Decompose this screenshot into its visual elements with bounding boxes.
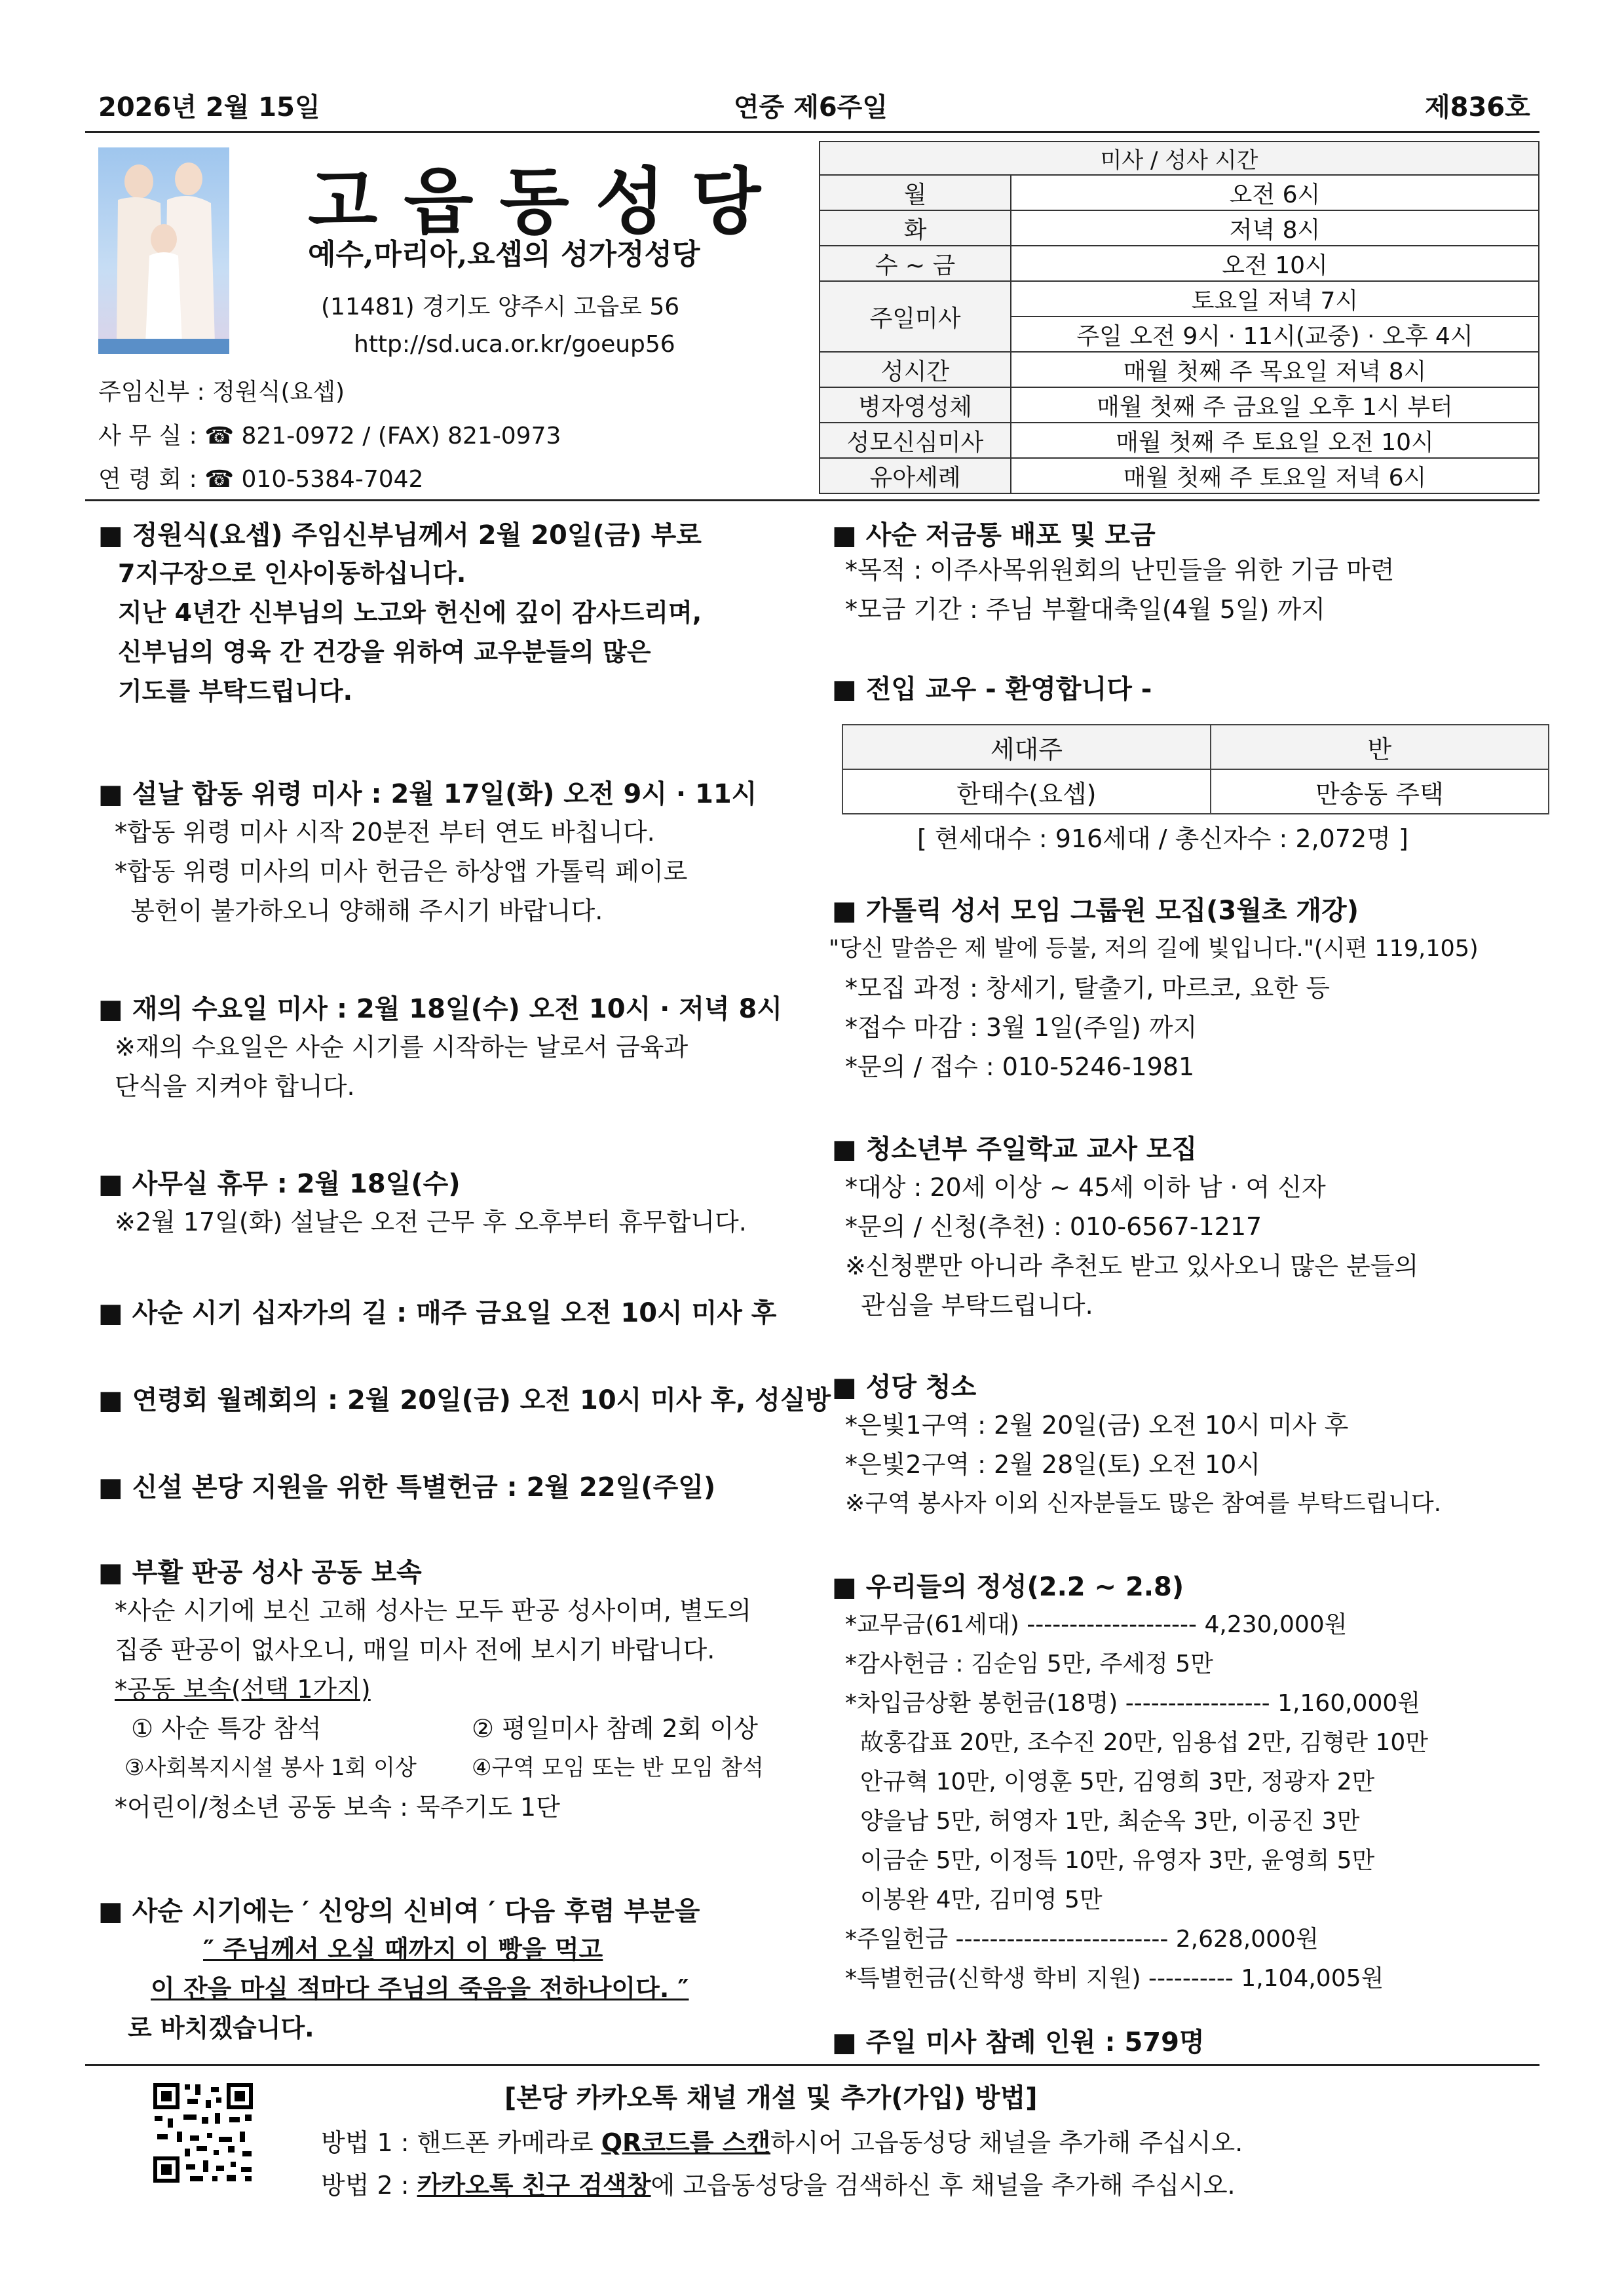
parish-subtitle: 예수,마리아,요셉의 성가정성당 bbox=[308, 238, 700, 271]
parish-url[interactable]: http://sd.uca.or.kr/goeup56 bbox=[354, 331, 675, 358]
offering-line: 故홍갑표 20만, 조수진 20만, 임용섭 2만, 김형란 10만 bbox=[845, 1729, 1429, 1756]
notice-text: 단식을 지켜야 합니다. bbox=[115, 1072, 355, 1101]
masthead-divider bbox=[85, 499, 1539, 501]
parish-name: 고읍동성당 bbox=[308, 159, 787, 244]
qr-code[interactable] bbox=[151, 2080, 255, 2185]
offering-line: *주일헌금 ------------------------- 2,628,000원 bbox=[845, 1926, 1319, 1953]
table-cell: 한태수(요셉) bbox=[842, 769, 1211, 814]
pastor-info: 주임신부 : 정원식(요셉) bbox=[98, 379, 345, 406]
penance-option-title: *공동 보속(선택 1가지) bbox=[115, 1675, 371, 1704]
schedule-label: 주일미사 bbox=[820, 281, 1011, 352]
schedule-value: 매월 첫째 주 토요일 저녁 6시 bbox=[1011, 458, 1539, 493]
acclamation-line: 이 잔을 마실 적마다 주님의 죽음을 전하나이다. ″ bbox=[151, 1974, 689, 2003]
notice-penance-title: ■ 부활 판공 성사 공동 보속 bbox=[98, 1558, 422, 1588]
notice-text: ※2월 17일(화) 설날은 오전 근무 후 오후부터 휴무합니다. bbox=[115, 1208, 747, 1236]
schedule-label: 월 bbox=[820, 175, 1011, 210]
notice-text: ※재의 수요일은 사순 시기를 시작하는 날로서 금육과 bbox=[115, 1033, 689, 1062]
notice-lenten-box-title: ■ 사순 저금통 배포 및 모금 bbox=[832, 520, 1156, 550]
notice-ash-wednesday-title: ■ 재의 수요일 미사 : 2월 18일(수) 오전 10시 · 저녁 8시 bbox=[98, 994, 782, 1024]
acclamation-line: ″ 주님께서 오실 때까지 이 빵을 먹고 bbox=[203, 1935, 603, 1964]
new-parishioners-table bbox=[842, 724, 1549, 814]
method-text: 에 고읍동성당을 검색하신 후 채널을 추가해 주십시오. bbox=[651, 2171, 1236, 2200]
bible-verse: "당신 말씀은 제 발에 등불, 저의 길에 빛입니다."(시편 119,105) bbox=[829, 936, 1479, 962]
penance-option: ① 사순 특강 참석 bbox=[131, 1714, 322, 1743]
schedule-value: 주일 오전 9시 · 11시(교중) · 오후 4시 bbox=[1011, 316, 1539, 352]
notice-text: *은빛2구역 : 2월 28일(토) 오전 10시 bbox=[845, 1450, 1260, 1479]
notice-text: *합동 위령 미사의 미사 헌금은 하상앱 가톨릭 페이로 bbox=[115, 857, 688, 886]
notice-attendance-title: ■ 주일 미사 참례 인원 : 579명 bbox=[832, 2027, 1205, 2057]
schedule-value: 매월 첫째 주 목요일 저녁 8시 bbox=[1011, 352, 1539, 387]
notice-text: *대상 : 20세 이상 ~ 45세 이하 남 · 여 신자 bbox=[845, 1173, 1326, 1202]
method-text: 하시어 고읍동성당 채널을 추가해 주십시오. bbox=[770, 2128, 1243, 2157]
notice-text: 지난 4년간 신부님의 노고와 헌신에 깊이 감사드리며, bbox=[118, 598, 702, 627]
offering-line: *차입금상환 봉헌금(18명) ----------------- 1,160,000원 bbox=[845, 1690, 1421, 1717]
schedule-value: 매월 첫째 주 토요일 오전 10시 bbox=[1011, 423, 1539, 458]
table-cell: 만송동 주택 bbox=[1211, 769, 1549, 814]
notice-text: *모금 기간 : 주님 부활대축일(4월 5일) 까지 bbox=[845, 595, 1325, 624]
issue-date: 2026년 2월 15일 bbox=[98, 92, 320, 123]
method-text: 방법 2 : bbox=[321, 2171, 417, 2200]
notice-new-parishioners-title: ■ 전입 교우 - 환영합니다 - bbox=[832, 674, 1152, 704]
schedule-value: 저녁 8시 bbox=[1011, 210, 1539, 246]
notice-teacher-recruit-title: ■ 청소년부 주일학교 교사 모집 bbox=[832, 1134, 1198, 1164]
notice-text: ※구역 봉사자 이외 신자분들도 많은 참여를 부탁드립니다. bbox=[845, 1490, 1442, 1517]
notice-text: *모집 과정 : 창세기, 탈출기, 마르코, 요한 등 bbox=[845, 974, 1330, 1003]
notice-text: 집중 판공이 없사오니, 매일 미사 전에 보시기 바랍니다. bbox=[115, 1636, 715, 1664]
notice-text: 봉헌이 불가하오니 양해해 주시기 바랍니다. bbox=[115, 896, 603, 925]
notice-text: *은빛1구역 : 2월 20일(금) 오전 10시 미사 후 bbox=[845, 1411, 1349, 1440]
parish-address: (11481) 경기도 양주시 고읍로 56 bbox=[321, 294, 680, 320]
penance-option: ④구역 모임 또는 반 모임 참석 bbox=[472, 1755, 764, 1781]
notice-memorial-mass-title: ■ 설날 합동 위령 미사 : 2월 17일(화) 오전 9시 · 11시 bbox=[98, 779, 757, 809]
footer-divider bbox=[85, 2064, 1539, 2066]
notice-text: 기도를 부탁드립니다. bbox=[118, 677, 353, 706]
notice-special-collection-title: ■ 신설 본당 지원을 위한 특별헌금 : 2월 22일(주일) bbox=[98, 1472, 716, 1502]
notice-text: 7지구장으로 인사이동하십니다. bbox=[118, 559, 466, 588]
schedule-label: 유아세례 bbox=[820, 458, 1011, 493]
method-highlight: QR코드를 스캔 bbox=[601, 2128, 771, 2157]
schedule-value: 오전 6시 bbox=[1011, 175, 1539, 210]
notice-text: *문의 / 신청(추천) : 010-6567-1217 bbox=[845, 1212, 1262, 1241]
notice-text: *문의 / 접수 : 010-5246-1981 bbox=[845, 1052, 1195, 1081]
offering-line: 이금순 5만, 이정득 10만, 유영자 3만, 윤영희 5만 bbox=[845, 1847, 1375, 1874]
penance-option: ② 평일미사 참례 2회 이상 bbox=[472, 1714, 758, 1743]
office-phone: 사 무 실 : ☎ 821-0972 / (FAX) 821-0973 bbox=[98, 423, 561, 450]
notice-text: *목적 : 이주사목위원회의 난민들을 위한 기금 마련 bbox=[845, 556, 1395, 584]
schedule-label: 성시간 bbox=[820, 352, 1011, 387]
notice-bible-group-title: ■ 가톨릭 성서 모임 그룹원 모집(3월초 개강) bbox=[832, 896, 1359, 926]
method-highlight: 카카오톡 친구 검색창 bbox=[417, 2171, 651, 2200]
holy-family-image bbox=[98, 147, 229, 354]
notice-acclamation-title: ■ 사순 시기에는 ′ 신앙의 신비여 ′ 다음 후렴 부분을 bbox=[98, 1896, 700, 1926]
parish-stats: [ 현세대수 : 916세대 / 총신자수 : 2,072명 ] bbox=[917, 824, 1408, 853]
schedule-value: 매월 첫째 주 금요일 오후 1시 부터 bbox=[1011, 387, 1539, 423]
schedule-title: 미사 / 성사 시간 bbox=[820, 142, 1539, 175]
schedule-label: 수 ~ 금 bbox=[820, 246, 1011, 281]
schedule-label: 화 bbox=[820, 210, 1011, 246]
offering-line: 양을남 5만, 허영자 1만, 최순옥 3만, 이공진 3만 bbox=[845, 1808, 1360, 1835]
notice-office-closed-title: ■ 사무실 휴무 : 2월 18일(수) bbox=[98, 1169, 461, 1199]
mass-schedule-table bbox=[819, 141, 1539, 494]
offering-line: *감사헌금 : 김순임 5만, 주세정 5만 bbox=[845, 1651, 1213, 1677]
issue-number: 제836호 bbox=[1425, 92, 1530, 123]
offering-line: 안규혁 10만, 이영훈 5만, 김영희 3만, 정광자 2만 bbox=[845, 1769, 1375, 1795]
notice-text: ※신청뿐만 아니라 추천도 받고 있사오니 많은 분들의 bbox=[845, 1252, 1419, 1280]
method-text: 방법 1 : 핸드폰 카메라로 bbox=[321, 2128, 601, 2157]
schedule-label: 병자영성체 bbox=[820, 387, 1011, 423]
schedule-value: 오전 10시 bbox=[1011, 246, 1539, 281]
offering-line: *특별헌금(신학생 학비 지원) ---------- 1,104,005원 bbox=[845, 1965, 1384, 1992]
column-header: 반 bbox=[1211, 725, 1549, 769]
liturgical-week: 연중 제6주일 bbox=[734, 92, 888, 123]
offering-line: *교무금(61세대) -------------------- 4,230,000원 bbox=[845, 1611, 1348, 1638]
notice-church-cleaning-title: ■ 성당 청소 bbox=[832, 1372, 977, 1402]
offering-line: 이봉완 4만, 김미영 5만 bbox=[845, 1886, 1103, 1913]
penance-option: ③사회복지시설 봉사 1회 이상 bbox=[124, 1755, 417, 1781]
kakao-method-2 bbox=[321, 2166, 1236, 2205]
notice-text: *접수 마감 : 3월 1일(주일) 까지 bbox=[845, 1013, 1198, 1042]
council-phone: 연 령 회 : ☎ 010-5384-7042 bbox=[98, 466, 424, 493]
notice-text: *어린이/청소년 공동 보속 : 묵주기도 1단 bbox=[115, 1793, 560, 1822]
schedule-label: 성모신심미사 bbox=[820, 423, 1011, 458]
notice-stations-of-cross-title: ■ 사순 시기 십자가의 길 : 매주 금요일 오전 10시 미사 후 bbox=[98, 1298, 777, 1328]
notice-text: *사순 시기에 보신 고해 성사는 모두 판공 성사이며, 별도의 bbox=[115, 1596, 751, 1625]
kakao-channel-title: [본당 카카오톡 채널 개설 및 추가(가입) 방법] bbox=[504, 2083, 1038, 2113]
notice-text: *합동 위령 미사 시작 20분전 부터 연도 바칩니다. bbox=[115, 818, 655, 847]
notice-council-meeting-title: ■ 연령회 월례회의 : 2월 20일(금) 오전 10시 미사 후, 성실방 bbox=[98, 1385, 831, 1415]
column-header: 세대주 bbox=[842, 725, 1211, 769]
notice-text: 관심을 부탁드립니다. bbox=[845, 1291, 1093, 1320]
header-divider bbox=[85, 131, 1539, 133]
notice-text: 신부님의 영육 간 건강을 위하여 교우분들의 많은 bbox=[118, 638, 651, 666]
kakao-method-1 bbox=[321, 2123, 1243, 2162]
notice-offerings-title: ■ 우리들의 정성(2.2 ~ 2.8) bbox=[832, 1572, 1184, 1602]
notice-text: 로 바치겠습니다. bbox=[128, 2014, 314, 2042]
schedule-value: 토요일 저녁 7시 bbox=[1011, 281, 1539, 316]
notice-pastor-transfer-title: ■ 정원식(요셉) 주임신부님께서 2월 20일(금) 부로 bbox=[98, 520, 702, 550]
